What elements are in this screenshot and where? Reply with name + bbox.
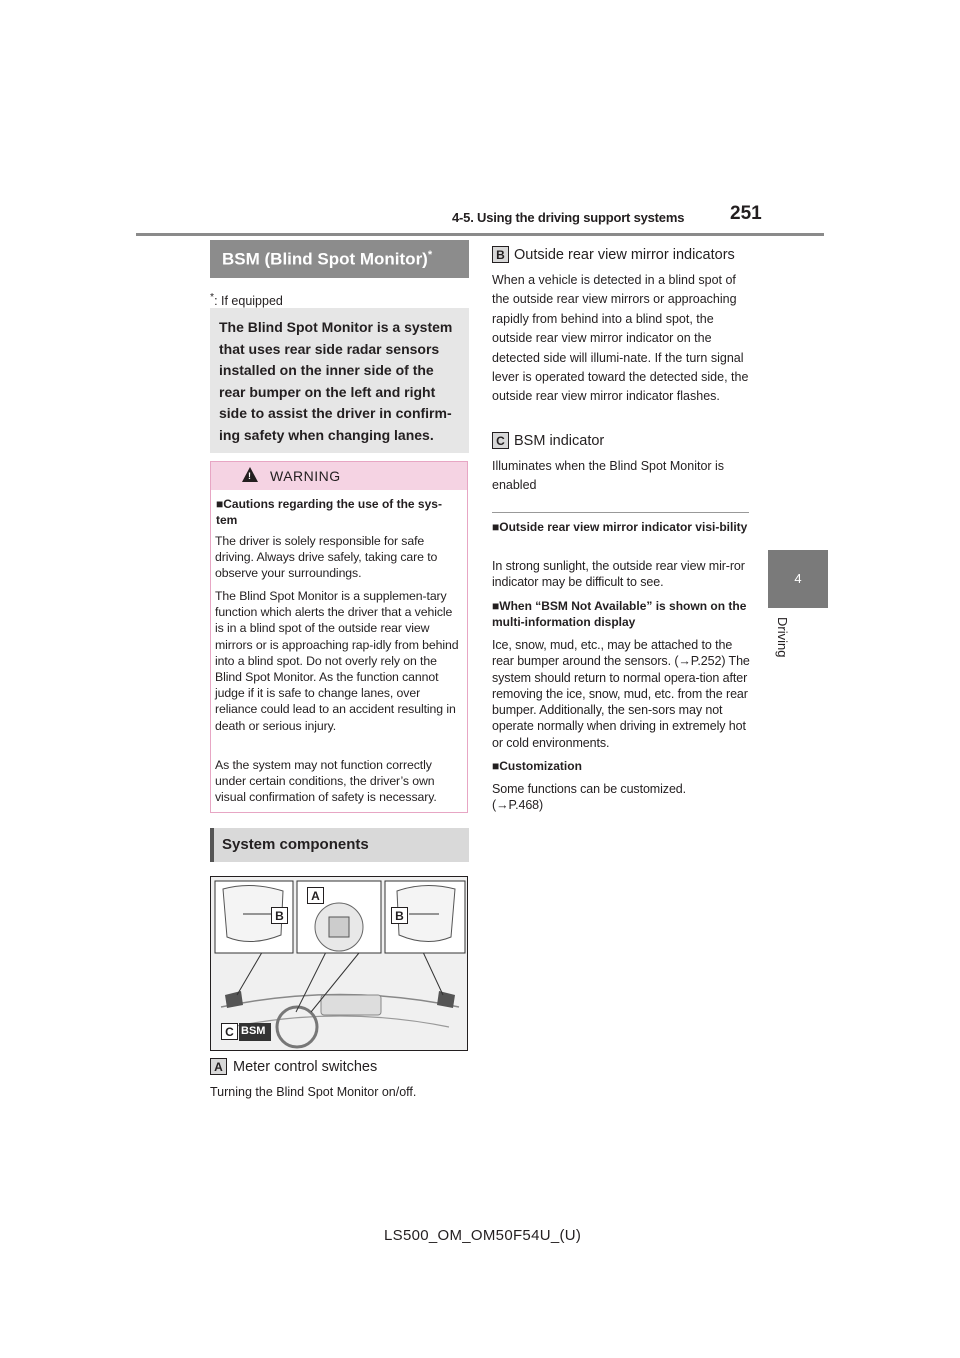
footnote: *: If equipped <box>210 292 283 309</box>
intro-text: The Blind Spot Monitor is a system that uses rear side radar sensors installed on the inner side of the rear bumper on the left and right side to assist the driver in confirm-ing safety when changing lanes. <box>219 319 453 443</box>
label-a: A <box>307 887 324 904</box>
label-b-right: B <box>391 907 408 924</box>
chapter-tab: 4 <box>768 550 828 608</box>
note-title-visibility: ■Outside rear view mirror indicator visi-bility <box>492 520 748 534</box>
item-c-letter: C <box>492 432 509 449</box>
note-text-customization: Some functions can be customized. (→P.468) <box>492 782 687 813</box>
components-illustration <box>210 876 468 1051</box>
warning-paragraph-3: As the system may not function correctly under certain conditions, the driver’s own visual confirmation of safety is necessary. <box>215 758 437 805</box>
note-text-visibility: In strong sunlight, the outside rear view mir-ror indicator may be difficult to see. <box>492 559 745 590</box>
label-b-left: B <box>271 907 288 924</box>
note-title-customization: ■Customization <box>492 759 582 773</box>
header-rule <box>136 233 824 236</box>
item-c-description: Illuminates when the Blind Spot Monitor is enabled <box>492 459 725 493</box>
item-b-description: When a vehicle is detected in a blind spot of the outside rear view mirrors or approaching rapidly from behind into a blind spot, the outside rear view mirror indicator on the detected side will illumi-nate. If the turn signal lever is operated toward the detected side, the outside rear view mirror indicator flashes. <box>492 273 749 404</box>
item-a-title: Meter control switches <box>233 1059 378 1075</box>
page-number: 251 <box>730 203 762 224</box>
note-text-not-available: Ice, snow, mud, etc., may be attached to the rear bumper around the sensors. (→P.252) The system should return to normal opera-tion after removing the ice, snow, mud, etc. from the rear bumper. Additionally, the sen-sors may not operate normally when driving in extremely hot or cold environments. <box>492 638 750 750</box>
bsm-indicator-text: BSM <box>241 1025 266 1037</box>
document-code: LS500_OM_OM50F54U_(U) <box>384 1227 582 1244</box>
warning-exclamation-icon: ! <box>248 471 251 481</box>
item-b-title: Outside rear view mirror indicators <box>514 247 735 263</box>
system-components-heading: System components <box>222 836 369 853</box>
warning-title: WARNING <box>270 468 341 484</box>
item-b-letter: B <box>492 246 509 263</box>
item-a-description: Turning the Blind Spot Monitor on/off. <box>210 1085 417 1099</box>
section-heading: 4-5. Using the driving support systems <box>452 210 685 225</box>
item-c-title: BSM indicator <box>514 433 605 449</box>
warning-paragraph-1: The driver is solely responsible for safe driving. Always drive safely, taking care to observe your surroundings. <box>215 534 438 581</box>
label-c: C <box>221 1023 238 1040</box>
warning-subtitle: ■Cautions regarding the use of the sys-tem <box>216 497 442 527</box>
page-title: BSM (Blind Spot Monitor)* <box>222 249 433 269</box>
note-title-not-available: ■When “BSM Not Available” is shown on the multi-information display <box>492 599 747 629</box>
item-a-letter: A <box>210 1058 227 1075</box>
warning-paragraph-2: The Blind Spot Monitor is a supplemen-tary function which alerts the driver that a vehicle is in a blind spot of the outside rear view mirrors or is approaching rap-idly from behind into a blind spot. Do not overly rely on the Blind Spot Monitor. As the function cannot judge if it is safe to change lanes, over reliance could lead to an accident resulting in death or serious injury. <box>215 589 459 733</box>
section-divider <box>492 512 749 513</box>
chapter-label: Driving <box>775 617 790 658</box>
